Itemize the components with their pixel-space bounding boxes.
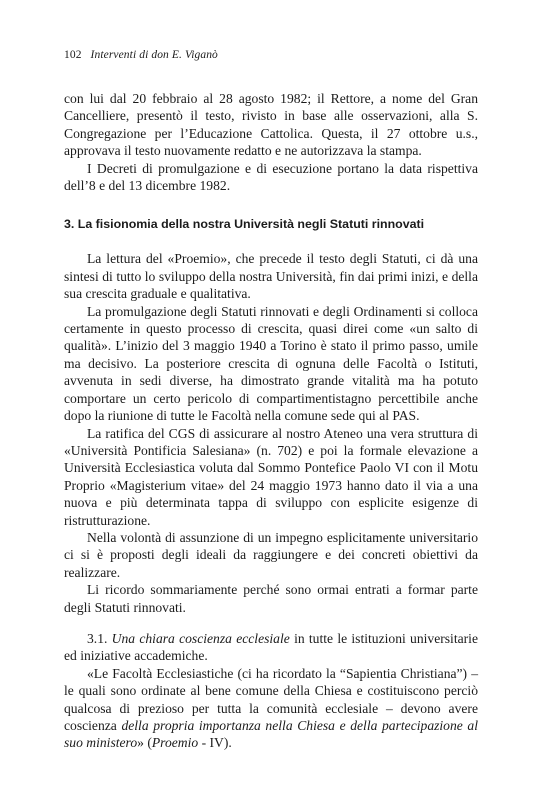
paragraph: I Decreti di promulgazione e di esecuzione portano la data rispettiva dell’8 e del 13 dicembre 1982.	[64, 160, 478, 194]
quote-text: «Le Facoltà Ecclesiastiche (ci ha ricordato la “Sapientia Christiana”) – le quali sono ordinate al bene comune della Chiesa e costituiscono perciò qualcosa di prezioso per tutta la comunità ecclesiale – devono avere coscienza	[64, 665, 478, 733]
paragraph: La lettura del «Proemio», che precede il testo degli Statuti, ci dà una sintesi di tutto lo sviluppo della nostra Università, fin dai primi inizi, e della sua crescita graduale e qualitativa.	[64, 251, 478, 302]
subsection-text: in tutte le istituzioni universitarie ed iniziative accademiche.	[64, 630, 478, 664]
section-heading: 3. La fisionomia della nostra Università negli Statuti rinnovati	[64, 217, 425, 232]
quote-close: » (	[137, 735, 152, 751]
paragraph: Li ricordo sommariamente perché sono ormai entrati a formar parte degli Statuti rinnovati.	[64, 582, 478, 615]
subsection-number: 3.1.	[87, 630, 108, 646]
paragraph: La promulgazione degli Statuti rinnovati e degli Ordinamenti si colloca certamente in questo processo di crescita, quasi direi come «un salto di qualità». L’inizio del 3 maggio 1940 a Torino è stato il primo passo, umile ma decisivo. La posteriore crescita di ognuna delle Facoltà o Istituti, avvenuta in sedi diverse, ha dimostrato grande vitalità ma ha potuto comportare un certo pericolo di compartimentistagno percettibile anche dopo la riunione di tutte le Facoltà nella comune sede qui al PAS.	[64, 303, 478, 424]
paragraph: Nella volontà di assunzione di un impegno esplicitamente universitario ci si è proposti degli ideali da raggiungere e dei concreti obiettivi da realizzare.	[64, 529, 478, 580]
running-title: Interventi di don E. Viganò	[90, 49, 218, 61]
citation-source: Proemio	[151, 735, 199, 751]
page-number: 102	[64, 49, 82, 61]
body-text	[64, 90, 478, 752]
quote-paragraph	[64, 665, 478, 752]
subsection-paragraph	[64, 630, 478, 665]
paragraph: con lui dal 20 febbraio al 28 agosto 1982; il Rettore, a nome del Gran Cancelliere, presentò il testo, rivisto in base alle osservazioni, alla S. Congregazione per l’Educazione Cattolica. Questa, il 27 ottobre u.s., approvava il testo nuovamente redatto e ne autorizzava la stampa.	[64, 91, 478, 159]
subsection-title: Una chiara coscienza ecclesiale	[111, 630, 290, 646]
citation-ref: - IV).	[198, 735, 232, 751]
paragraph: La ratifica del CGS di assicurare al nostro Ateneo una vera struttura di «Università Pontificia Salesiana» (n. 702) e poi la formale elevazione a Università Ecclesiastica voluta dal Sommo Pontefice Paolo VI con il Motu Proprio «Magisterium vitae» del 24 maggio 1973 hanno dato il via a una nuova e più determinata tappa di sviluppo con esplicite esigenze di ristrutturazione.	[64, 425, 478, 528]
quote-emphasis: della propria importanza nella Chiesa e della partecipazione al suo ministero	[64, 718, 478, 751]
running-header	[64, 49, 218, 61]
